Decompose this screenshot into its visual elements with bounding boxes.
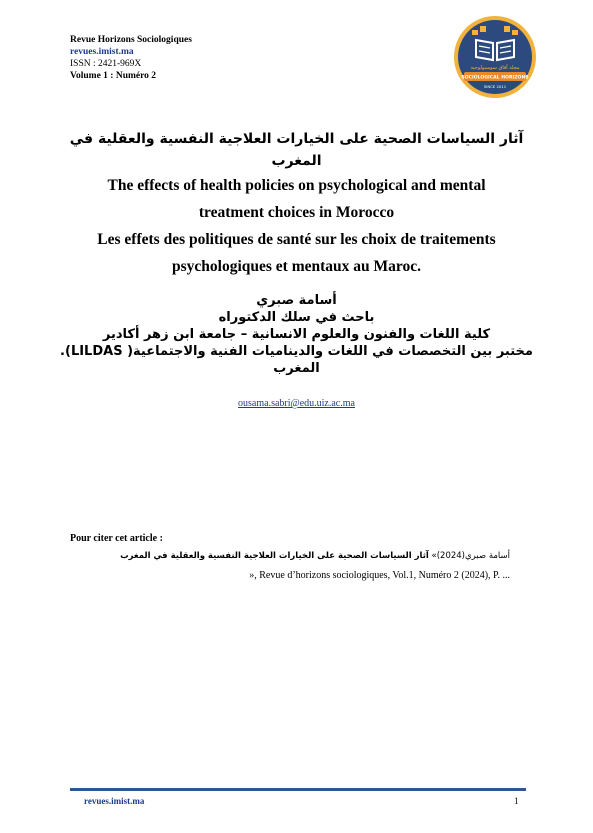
footer-divider [70,788,526,791]
author-email-link[interactable]: ousama.sabri@edu.uiz.ac.ma [238,398,355,409]
citation-author-year: أسامة صبري(2024)» [428,551,510,561]
logo-arabic-text: مجلة آفاق سوسيولوجية [470,65,520,71]
title-english-line-1: The effects of health policies on psychological and mental [107,177,486,194]
author-block [60,292,533,377]
logo-inner-disc [458,20,532,94]
page-number: 1 [514,796,519,806]
author-lab: مختبر بين التخصصات في اللغات والديناميات الفنية والاجتماعية( LILDAS). [60,344,533,359]
journal-header [70,34,192,82]
citation-reference: », Revue d’horizons sociologiques, Vol.1, Numéro 2 (2024), P. ... [249,570,510,581]
citation-arabic [120,551,510,561]
logo-since-text: SINCE 2011 [483,84,507,89]
article-titles [60,128,533,280]
title-french-line-1: Les effets des politiques de santé sur les choix de traitements [97,231,496,248]
title-french-line-2: psychologiques et mentaux au Maroc. [171,258,421,275]
citation-label: Pour citer cet article : [70,533,163,544]
title-arabic: آثار السياسات الصحية على الخيارات العلاجية النفسية والعقلية في المغرب [69,131,524,169]
footer-site-link[interactable]: revues.imist.ma [84,796,145,806]
issn: ISSN : 2421-969X [70,59,142,69]
author-faculty: كلية اللغات والفنون والعلوم الانسانية – جامعة ابن زهر أكادير [102,327,491,342]
journal-logo [452,14,538,100]
author-role: باحث في سلك الدكتوراه [218,310,375,325]
journal-name: Revue Horizons Sociologiques [70,35,192,45]
author-country: المغرب [273,361,320,376]
citation-title: آثار السياسات الصحية على الخيارات العلاجية النفسية والعقلية في المغرب [120,551,429,561]
logo-english-text: SOCIOLOGICAL HORIZONS [461,75,529,81]
title-english-line-2: treatment choices in Morocco [198,204,395,221]
author-name: أسامة صبري [256,293,337,308]
journal-site-link[interactable]: revues.imist.ma [70,47,134,57]
volume-number: Volume 1 : Numéro 2 [70,71,157,81]
